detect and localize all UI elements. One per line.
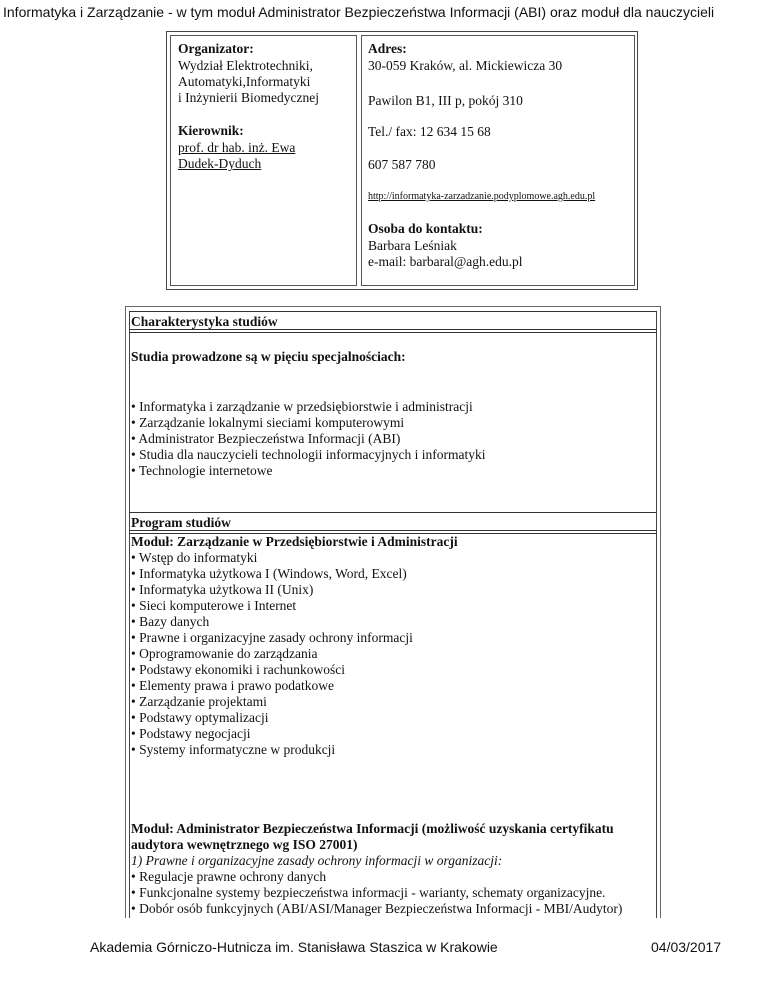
module1-item: • Oprogramowanie do zarządzania — [131, 646, 318, 661]
row-divider — [129, 512, 657, 513]
specialization-item: • Informatyka i zarządzanie w przedsiębiorstwie i administracji — [131, 399, 473, 414]
module2-title-line: Moduł: Administrator Bezpieczeństwa Informacji (możliwość uzyskania certyfikatu — [131, 821, 614, 836]
address-line: 30-059 Kraków, al. Mickiewicza 30 — [368, 58, 563, 73]
footer-institution: Akademia Górniczo-Hutnicza im. Stanisława Staszica w Krakowie — [90, 939, 498, 955]
footer-date: 04/03/2017 — [651, 939, 722, 955]
website-link[interactable]: http://informatyka-zarzadzanie.podyplomowe.agh.edu.pl — [368, 191, 596, 202]
specialization-item: • Studia dla nauczycieli technologii informacyjnych i informatyki — [131, 447, 486, 462]
head-name-link[interactable]: Dudek-Dyduch — [178, 156, 262, 171]
organizer-line: Wydział Elektrotechniki, — [178, 58, 313, 73]
organizer-line: i Inżynierii Biomedycznej — [178, 90, 319, 105]
head-name-link[interactable]: prof. dr hab. inż. Ewa — [178, 140, 296, 155]
program-heading: Program studiów — [131, 515, 231, 530]
row-divider — [129, 329, 657, 330]
specialization-item: • Zarządzanie lokalnymi sieciami komputerowymi — [131, 415, 405, 430]
phone-line: Tel./ fax: 12 634 15 68 — [368, 124, 491, 139]
module2-item: • Regulacje prawne ochrony danych — [131, 869, 327, 884]
contact-label: Osoba do kontaktu: — [368, 221, 483, 236]
module1-item: • Podstawy optymalizacji — [131, 710, 269, 725]
module2-subtitle: 1) Prawne i organizacyjne zasady ochrony informacji w organizacji: — [131, 853, 503, 868]
row-divider — [129, 530, 657, 531]
head-label: Kierownik: — [178, 123, 244, 138]
specializations-intro: Studia prowadzone są w pięciu specjalnościach: — [131, 349, 406, 364]
module1-item: • Podstawy negocjacji — [131, 726, 251, 741]
footer-band — [0, 918, 768, 994]
address-label: Adres: — [368, 41, 407, 56]
module1-title: Moduł: Zarządzanie w Przedsiębiorstwie i Administracji — [131, 534, 458, 549]
module2-item: • Dobór osób funkcyjnych (ABI/ASI/Manager Bezpieczeństwa Informacji - MBI/Audytor) — [131, 901, 623, 916]
specialization-item: • Administrator Bezpieczeństwa Informacji (ABI) — [131, 431, 401, 446]
module1-item: • Elementy prawa i prawo podatkowe — [131, 678, 335, 693]
module1-item: • Informatyka użytkowa II (Unix) — [131, 582, 314, 597]
module2-title-line: audytora wewnętrznego wg ISO 27001) — [131, 837, 358, 852]
module1-item: • Prawne i organizacyjne zasady ochrony informacji — [131, 630, 413, 645]
contact-name: Barbara Leśniak — [368, 238, 457, 253]
characteristics-heading: Charakterystyka studiów — [131, 314, 278, 329]
organizer-line: Automatyki,Informatyki — [178, 74, 311, 89]
specialization-item: • Technologie internetowe — [131, 463, 273, 478]
row-divider — [129, 332, 657, 333]
contact-email: e-mail: barbaral@agh.edu.pl — [368, 254, 523, 269]
page-header-title: Informatyka i Zarządzanie - w tym moduł Administrator Bezpieczeństwa Informacji (ABI) oraz moduł dla nauczycieli — [3, 4, 715, 20]
module1-item: • Systemy informatyczne w produkcji — [131, 742, 336, 757]
module1-item: • Zarządzanie projektami — [131, 694, 267, 709]
module1-item: • Wstęp do informatyki — [131, 550, 258, 565]
row-divider — [129, 311, 657, 312]
module2-item: • Funkcjonalne systemy bezpieczeństwa informacji - warianty, schematy organizacyjne. — [131, 885, 606, 900]
module1-item: • Podstawy ekonomiki i rachunkowości — [131, 662, 345, 677]
mobile-line: 607 587 780 — [368, 157, 436, 172]
module1-item: • Informatyka użytkowa I (Windows, Word, Excel) — [131, 566, 407, 581]
pavilion-line: Pawilon B1, III p, pokój 310 — [368, 93, 523, 108]
module1-item: • Sieci komputerowe i Internet — [131, 598, 297, 613]
organizer-label: Organizator: — [178, 41, 254, 56]
module1-item: • Bazy danych — [131, 614, 210, 629]
